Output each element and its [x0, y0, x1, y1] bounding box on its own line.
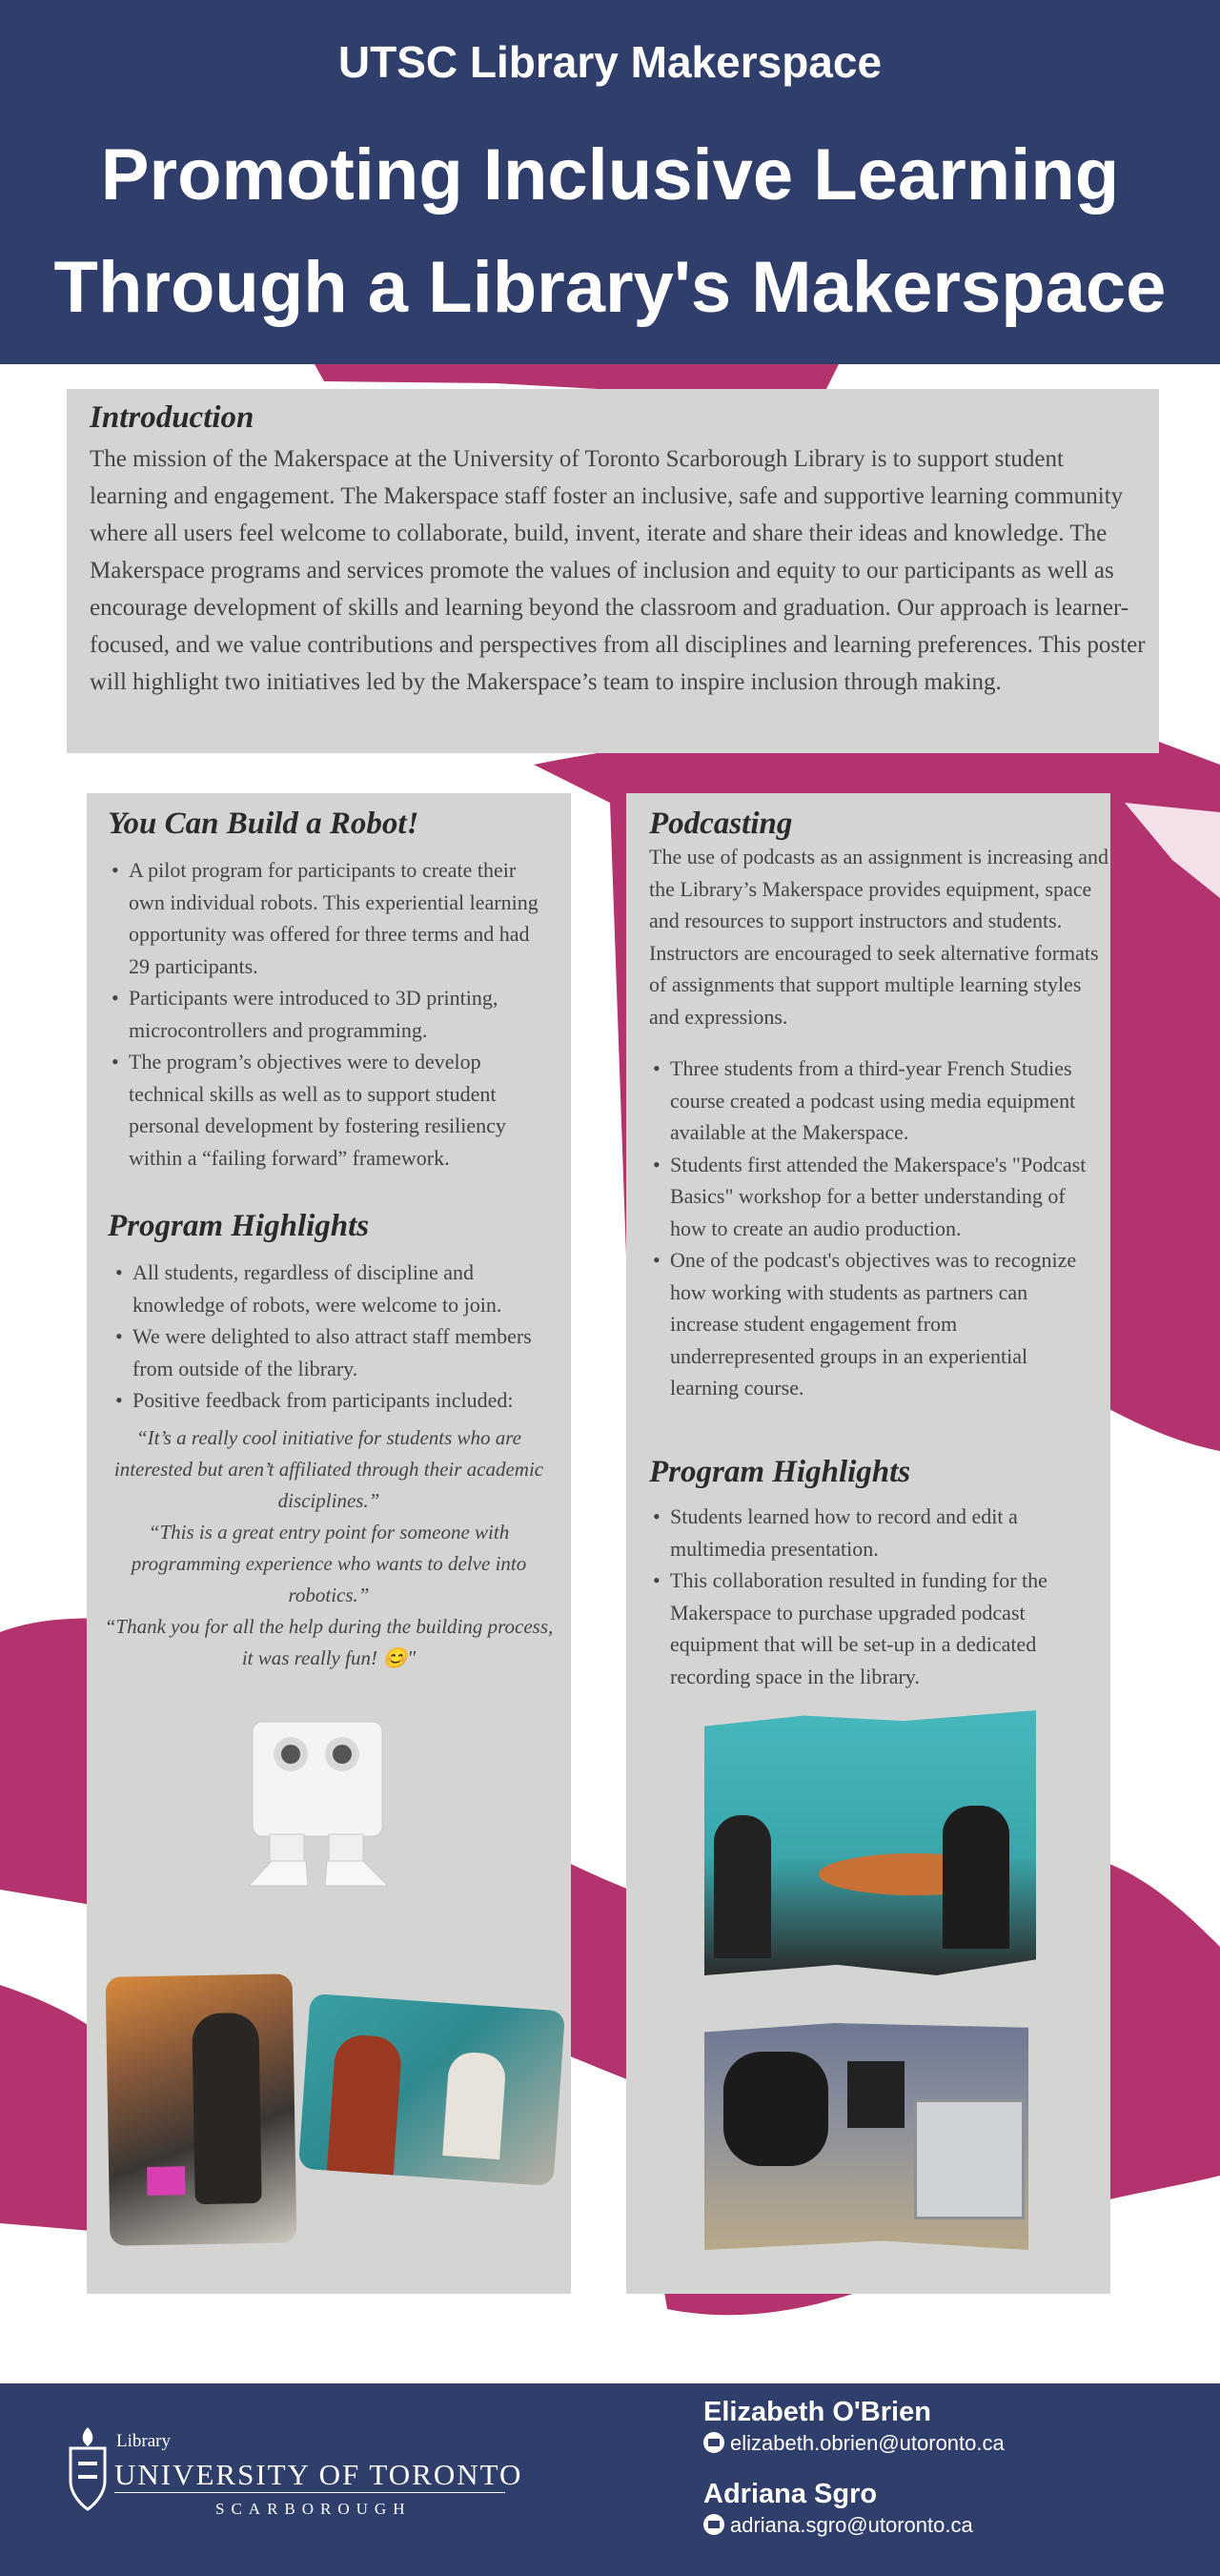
- list-item: • We were delighted to also attract staff members from outside of the library.: [112, 1320, 552, 1384]
- logo-university-name: UNIVERSITY OF TORONTO: [114, 2458, 523, 2491]
- podcast-studio-photo: [704, 1710, 1036, 1975]
- contact-email-text[interactable]: elizabeth.obrien@utoronto.ca: [730, 2431, 1005, 2455]
- poster-title-line1: Promoting Inclusive Learning: [100, 134, 1120, 215]
- workshop-photo-1: [106, 1973, 297, 2245]
- contact-name: Adriana Sgro: [703, 2479, 878, 2509]
- list-item: • This collaboration resulted in funding for the Makerspace to purchase upgraded podcast equipment that will be set-up in a dedicated recording space in the library.: [649, 1564, 1093, 1692]
- email-icon: [703, 2514, 724, 2535]
- list-item: • All students, regardless of discipline and knowledge of robots, were welcome to join.: [112, 1257, 552, 1320]
- list-item: • Participants were introduced to 3D printing, microcontrollers and programming.: [108, 982, 552, 1046]
- podcast-bullet-list: [649, 1053, 1093, 1404]
- feedback-quote: “Thank you for all the help during the building process, it was really fun! 😊": [104, 1615, 554, 1669]
- robot-image: [220, 1718, 411, 1890]
- podcast-heading: Podcasting: [649, 807, 793, 841]
- feedback-quotes: [100, 1422, 558, 1674]
- list-item: • One of the podcast's objectives was to recognize how working with students as partners can increase student engagement from underrepresented groups in an experiential learning course.: [649, 1244, 1093, 1404]
- university-crest-icon: [67, 2423, 109, 2513]
- introduction-panel: [67, 389, 1159, 753]
- logo-library-label: Library: [116, 2431, 171, 2451]
- list-item: • A pilot program for participants to create their own individual robots. This experiential learning opportunity was offered for three terms and had 29 participants.: [108, 854, 552, 982]
- email-icon: [703, 2432, 724, 2453]
- podcast-intro-text: The use of podcasts as an assignment is increasing and the Library’s Makerspace provides equipment, space and resources to support instructors and students. Instructors are encouraged to seek alternative formats of assignments that support multiple learning styles and expressions.: [649, 845, 1109, 1029]
- robot-bullet-list: [108, 854, 552, 1174]
- robot-panel: [87, 793, 571, 2294]
- robot-highlights-heading: Program Highlights: [108, 1209, 370, 1243]
- introduction-text: The mission of the Makerspace at the University of Toronto Scarborough Library is to support student learning and engagement. The Makerspace staff foster an inclusive, safe and supportive learning community where all users feel welcome to collaborate, build, invent, iterate and share their ideas and knowledge. The Makerspace programs and services promote the values of inclusion and equity to our participants as well as encourage development of skills and learning beyond the classroom and graduation. Our approach is learner-focused, and we value contributions and perspectives from all disciplines and learning preferences. This poster will highlight two initiatives led by the Makerspace’s team to inspire inclusion through making.: [90, 446, 1146, 695]
- contact-name: Elizabeth O'Brien: [703, 2397, 931, 2427]
- poster-title: [0, 119, 1220, 344]
- poster-footer: [0, 2383, 1220, 2576]
- logo-campus-name: SCARBOROUGH: [215, 2500, 412, 2518]
- logo-divider: [114, 2492, 505, 2493]
- feedback-quote: “This is a great entry point for someone with programming experience who wants to delve into robotics.”: [131, 1521, 527, 1606]
- contact-email[interactable]: [703, 2513, 973, 2538]
- podcast-panel: [626, 793, 1110, 2294]
- contact-email-text[interactable]: adriana.sgro@utoronto.ca: [730, 2513, 973, 2537]
- poster-subtitle: UTSC Library Makerspace: [337, 37, 883, 87]
- list-item: • Positive feedback from participants included:: [112, 1384, 552, 1417]
- poster-title-line2: Through a Library's Makerspace: [53, 247, 1167, 328]
- list-item: • Students learned how to record and edit a multimedia presentation.: [649, 1501, 1093, 1564]
- podcast-equipment-photo: [704, 2023, 1028, 2250]
- podcast-highlights-list: [649, 1501, 1093, 1692]
- introduction-heading: Introduction: [90, 400, 254, 435]
- list-item: • Students first attended the Makerspace's "Podcast Basics" workshop for a better understanding of how to create an audio production.: [649, 1149, 1093, 1245]
- feedback-quote: “It’s a really cool initiative for students who are interested but aren’t affiliated through their academic disciplines.”: [113, 1426, 544, 1512]
- robot-heading: You Can Build a Robot!: [108, 807, 419, 841]
- podcast-highlights-heading: Program Highlights: [649, 1455, 911, 1489]
- contact-email[interactable]: [703, 2431, 1005, 2456]
- list-item: • The program’s objectives were to develop technical skills as well as to support student personal development by fostering resiliency within a “failing forward” framework.: [108, 1046, 552, 1174]
- poster-header: [0, 0, 1220, 364]
- robot-highlights-list: [112, 1257, 552, 1417]
- workshop-photo-2: [298, 1993, 565, 2186]
- list-item: • Three students from a third-year French Studies course created a podcast using media equipment available at the Makerspace.: [649, 1053, 1093, 1149]
